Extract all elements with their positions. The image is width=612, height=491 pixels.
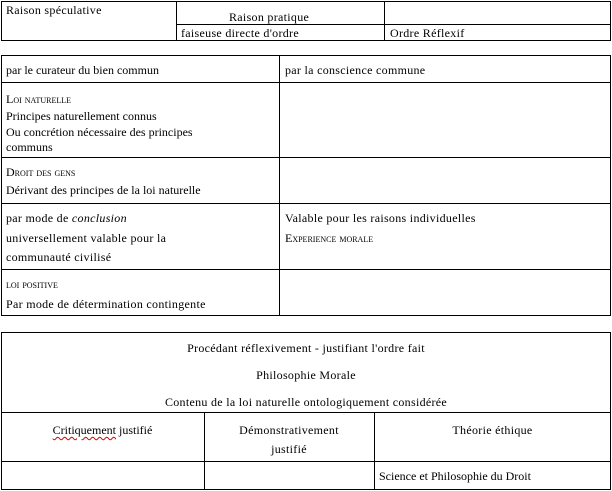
header-conscience: par la conscience commune	[285, 63, 426, 77]
table-2-divider	[1, 269, 611, 270]
table-2-divider	[1, 157, 611, 158]
theorie-ethique: Théorie éthique	[452, 423, 533, 437]
conclusion-line3: communauté civilisé	[6, 250, 112, 264]
conclusion-emphasis: conclusion	[71, 211, 127, 225]
table-3-divider	[1, 412, 611, 413]
procedant-line: Procédant réflexivement - justifiant l'ordre fait	[187, 341, 425, 355]
conclusion-prefix: par mode de	[6, 211, 72, 225]
conclusion-line2: universellement valable pour la	[6, 231, 167, 245]
loi-positive-title: loi positive	[6, 277, 58, 291]
demonstrativement-line1: Démonstrativement	[239, 423, 339, 437]
table-1-divider	[176, 1, 177, 41]
experience-line1: Valable pour les raisons individuelles	[285, 211, 476, 225]
loi-naturelle-line3: communs	[6, 140, 53, 154]
justifie-word: justifié	[116, 423, 153, 437]
experience-morale-title: Experience morale	[285, 231, 374, 245]
table-2-divider	[1, 82, 611, 83]
science-philosophie-droit: Science et Philosophie du Droit	[379, 469, 531, 483]
table-1-divider	[384, 1, 385, 41]
loi-naturelle-title: Loi naturelle	[6, 92, 71, 106]
critiquement-word: Critiquement	[52, 423, 116, 437]
conclusion-line1	[6, 210, 127, 226]
loi-naturelle-line1: Principes naturellement connus	[6, 109, 157, 123]
table-2-divider	[1, 203, 611, 204]
critiquement-justifie	[1, 422, 204, 438]
raison-pratique-label: Raison pratique	[229, 10, 310, 24]
droit-des-gens-line1: Dérivant des principes de la loi naturelle	[6, 183, 201, 197]
header-curateur: par le curateur du bien commun	[6, 63, 159, 77]
ordre-reflexif-label: Ordre Réflexif	[390, 26, 465, 40]
loi-naturelle-line2: Ou concrétion nécessaire des principes	[6, 125, 193, 139]
table-3-divider	[1, 461, 611, 462]
demonstrativement-line2: justifié	[271, 442, 307, 456]
loi-positive-line1: Par mode de détermination contingente	[6, 297, 206, 311]
contenu-line: Contenu de la loi naturelle ontologiquement considérée	[164, 395, 448, 409]
philosophie-morale-line: Philosophie Morale	[256, 368, 356, 382]
droit-des-gens-title: Droit des gens	[6, 165, 76, 179]
table-2-divider	[279, 55, 280, 316]
raison-speculative-label: Raison spéculative	[6, 3, 102, 17]
faiseuse-label: faiseuse directe d'ordre	[181, 26, 299, 40]
